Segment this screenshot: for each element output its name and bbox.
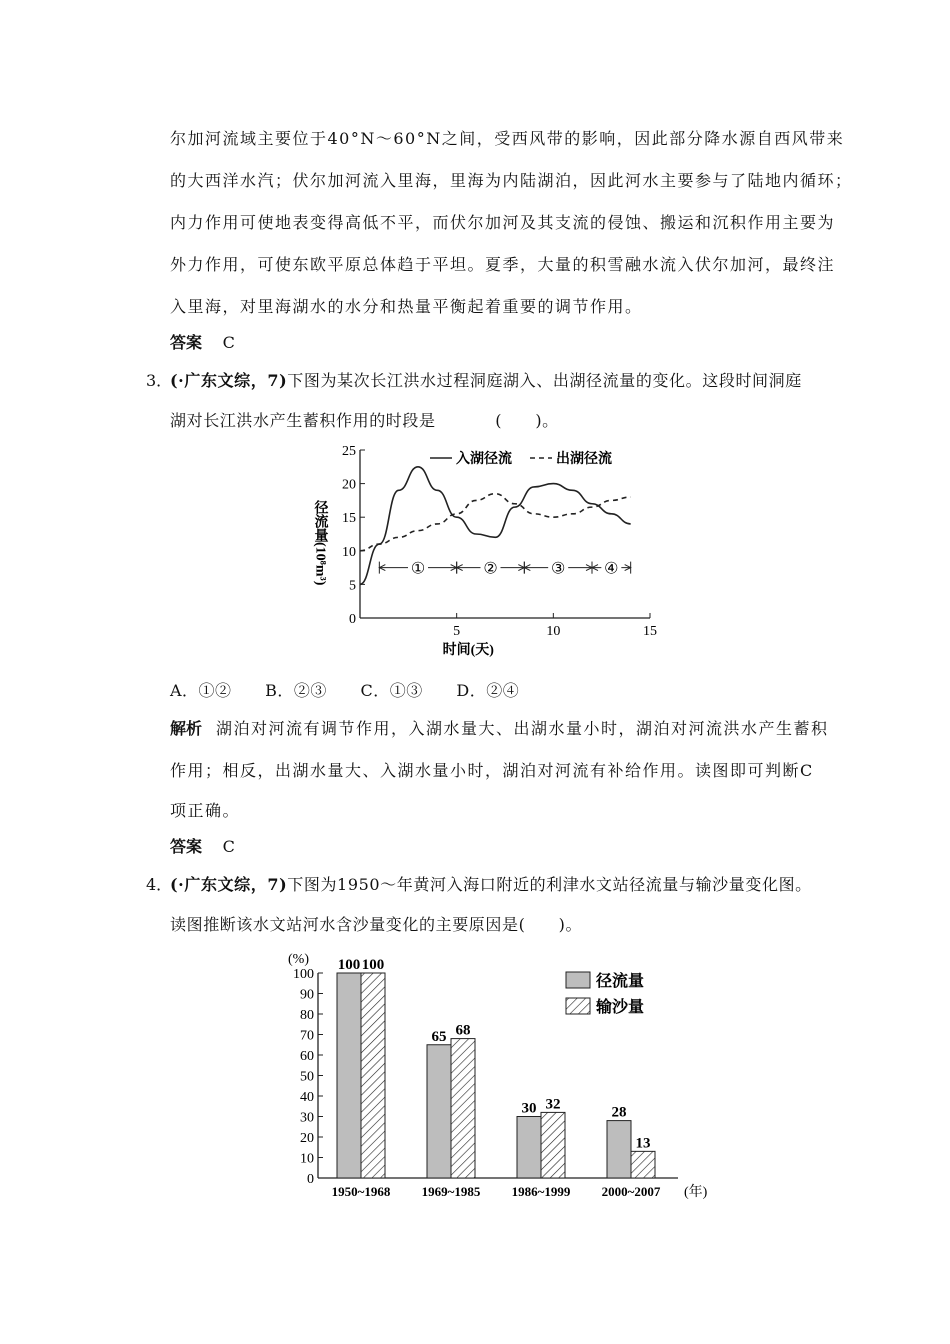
bar-value-label: 100 xyxy=(337,957,361,973)
q4-stem-line-1 xyxy=(170,872,812,895)
y-tick-label: 25 xyxy=(342,444,356,459)
legend-swatch xyxy=(566,998,590,1014)
x-tick-label: 10 xyxy=(546,624,561,639)
bar-value-label: 30 xyxy=(521,1100,537,1117)
bar-value-label: 13 xyxy=(635,1135,651,1152)
runoff-line-chart xyxy=(300,440,680,660)
category-label: 1969~1985 xyxy=(421,1184,481,1199)
runoff-sediment-bar-chart xyxy=(270,940,710,1210)
x-tick-label: 5 xyxy=(453,624,461,639)
bar-runoff xyxy=(337,973,361,1178)
period-label: ② xyxy=(483,560,498,578)
q2-answer-value: C xyxy=(222,333,237,352)
q3-number: 3． xyxy=(146,371,173,390)
q2-explanation-line-3: 内力作用可使地表变得高低不平，而伏尔加河及其支流的侵蚀、搬运和沉积作用主要为 xyxy=(170,213,836,232)
q4-source: (·广东文综，7) xyxy=(170,875,288,894)
y-tick-label: 30 xyxy=(300,1110,314,1126)
q3-stem-text-2: 湖对长江洪水产生蓄积作用的时段是 xyxy=(170,411,436,430)
x-axis-title: 时间(天) xyxy=(442,643,494,658)
bar-sediment xyxy=(631,1151,655,1178)
q4-stem-text: 下图为1950～年黄河入海口附近的利津水文站径流量与输沙量变化图。 xyxy=(287,875,812,894)
q2-answer xyxy=(170,330,236,353)
legend-label-1: 入湖径流 xyxy=(456,452,512,467)
x-axis-unit: (年) xyxy=(684,1185,708,1200)
y-tick-label: 10 xyxy=(342,544,356,560)
legend-label: 输沙量 xyxy=(596,999,645,1016)
bar-sediment xyxy=(541,1112,565,1178)
q3-analysis-text-1: 湖泊对河流有调节作用，入湖水量大、出湖水量小时，湖泊对河流洪水产生蓄积 xyxy=(216,719,829,738)
y-tick-label: 40 xyxy=(300,1090,314,1105)
q3-analysis-line-1 xyxy=(170,716,829,739)
q3-analysis-line-3: 项正确。 xyxy=(170,801,241,820)
period-label: ③ xyxy=(550,560,566,578)
q4-stem-line-2: 读图推断该水文站河水含沙量变化的主要原因是( )。 xyxy=(170,915,583,934)
q3-option-c[interactable]: C．①③ xyxy=(360,681,423,700)
bar-sediment xyxy=(361,973,385,1178)
q3-source: (·广东文综，7) xyxy=(170,371,288,390)
q2-explanation-line-1: 尔加河流域主要位于40°N～60°N之间，受西风带的影响，因此部分降水源自西风带来 xyxy=(170,129,845,148)
category-label: 2000~2007 xyxy=(601,1184,661,1199)
y-tick-label: 20 xyxy=(342,477,356,493)
q3-stem-text: 下图为某次长江洪水过程洞庭湖入、出湖径流量的变化。这段时间洞庭 xyxy=(287,371,802,390)
q2-answer-label: 答案 xyxy=(170,333,203,352)
q3-answer xyxy=(170,834,236,857)
q3-option-d[interactable]: D．②④ xyxy=(456,681,520,700)
bar-value-label: 28 xyxy=(611,1104,627,1121)
q3-stem-line-2 xyxy=(170,408,559,431)
q3-option-b[interactable]: B．②③ xyxy=(265,681,327,700)
y-tick-label: 70 xyxy=(300,1028,314,1044)
bar-runoff xyxy=(517,1117,541,1179)
y-tick-label: 0 xyxy=(349,612,356,627)
y-tick-label: 100 xyxy=(293,967,314,982)
y-axis-title: 径流量(10⁸m³) xyxy=(312,500,328,586)
bar-value-label: 68 xyxy=(455,1022,471,1039)
q2-explanation-line-5: 入里海，对里海湖水的水分和热量平衡起着重要的调节作用。 xyxy=(170,297,643,316)
x-tick-label: 15 xyxy=(643,624,657,639)
q3-option-a[interactable]: A．①② xyxy=(170,681,232,700)
legend-swatch xyxy=(566,972,590,988)
bar-sediment xyxy=(451,1039,475,1178)
y-tick-label: 15 xyxy=(342,511,356,527)
bar-value-label: 32 xyxy=(545,1096,561,1113)
category-label: 1986~1999 xyxy=(511,1184,571,1199)
y-tick-label: 50 xyxy=(300,1069,314,1085)
period-label: ④ xyxy=(604,560,619,578)
bar-value-label: 65 xyxy=(431,1028,447,1045)
q3-blank: ( )。 xyxy=(495,411,559,430)
y-tick-label: 60 xyxy=(300,1049,314,1064)
q2-explanation-line-2: 的大西洋水汽；伏尔加河流入里海，里海为内陆湖泊，因此河水主要参与了陆地内循环； xyxy=(170,171,853,190)
category-label: 1950~1968 xyxy=(331,1184,391,1199)
legend-label: 径流量 xyxy=(596,973,645,990)
q4-number: 4． xyxy=(146,875,173,894)
q3-analysis-label: 解析 xyxy=(170,719,203,738)
q3-answer-value: C xyxy=(222,837,237,856)
q2-explanation-line-4: 外力作用，可使东欧平原总体趋于平坦。夏季，大量的积雪融水流入伏尔加河，最终注 xyxy=(170,255,836,274)
q3-analysis-line-2: 作用；相反，出湖水量大、入湖水量小时，湖泊对河流有补给作用。读图即可判断C xyxy=(170,761,814,780)
q3-stem-line-1 xyxy=(170,368,802,391)
y-tick-label: 90 xyxy=(300,987,314,1003)
y-tick-label: 5 xyxy=(349,578,356,594)
bar-runoff xyxy=(607,1121,631,1178)
y-tick-label: 20 xyxy=(300,1131,314,1146)
series-line-2 xyxy=(360,494,631,551)
q3-answer-label: 答案 xyxy=(170,837,203,856)
bar-value-label: 100 xyxy=(361,957,385,973)
bar-runoff xyxy=(427,1045,451,1178)
period-label: ① xyxy=(410,560,426,578)
legend-label-2: 出湖径流 xyxy=(556,452,612,467)
y-axis-unit: (%) xyxy=(288,952,309,967)
y-tick-label: 80 xyxy=(300,1008,314,1023)
y-tick-label: 0 xyxy=(307,1172,314,1187)
q3-options xyxy=(170,678,519,701)
y-tick-label: 10 xyxy=(300,1151,314,1167)
